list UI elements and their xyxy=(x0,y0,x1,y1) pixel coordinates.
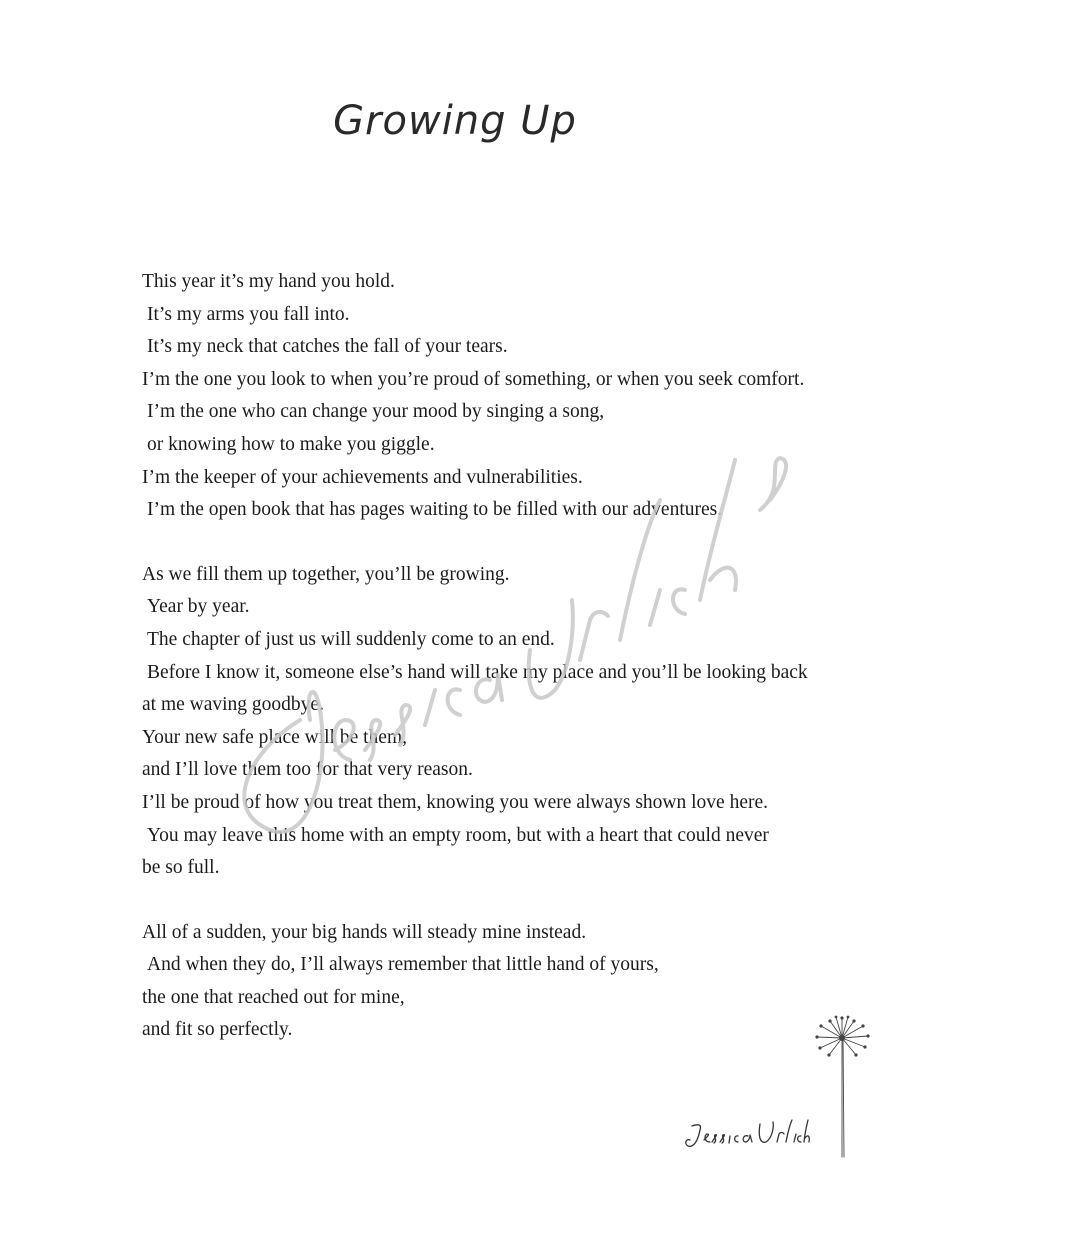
poem-line: at me waving goodbye. xyxy=(142,694,324,716)
stanza-2 xyxy=(142,559,902,885)
stanza-3 xyxy=(142,917,902,1047)
poem-line: The chapter of just us will suddenly come to an end. xyxy=(147,628,555,650)
poem-line: And when they do, I’ll always remember that little hand of yours, xyxy=(147,954,659,976)
poem-line: I’m the open book that has pages waiting to be filled with our adventures. xyxy=(147,499,723,521)
dandelion-icon xyxy=(808,1012,878,1162)
poem-line: I’m the one who can change your mood by singing a song, xyxy=(147,401,605,423)
poem-line: Your new safe place will be them, xyxy=(142,726,407,748)
poem-line: All of a sudden, your big hands will steady mine instead. xyxy=(142,921,587,943)
poem-line: or knowing how to make you giggle. xyxy=(147,433,435,455)
poem-line: I’m the keeper of your achievements and vulnerabilities. xyxy=(142,466,583,488)
page-title: Growing Up xyxy=(333,98,577,144)
poem-body xyxy=(142,266,902,1079)
poem-line: It’s my arms you fall into. xyxy=(147,303,350,325)
poem-line: be so full. xyxy=(142,857,220,879)
poem-line: and fit so perfectly. xyxy=(142,1019,293,1041)
poem-line: I’m the one you look to when you’re proud of something, or when you seek comfort. xyxy=(142,368,805,390)
poem-line: This year it’s my hand you hold. xyxy=(142,271,395,292)
poem-line: Year by year. xyxy=(147,596,250,618)
poem-line: It’s my neck that catches the fall of your tears. xyxy=(147,336,508,358)
poem-line: I’ll be proud of how you treat them, knowing you were always shown love here. xyxy=(142,791,769,813)
author-signature xyxy=(680,1112,810,1156)
poem-line: and I’ll love them too for that very reason. xyxy=(142,759,473,781)
poem-line: Before I know it, someone else’s hand will take my place and you’ll be looking back xyxy=(147,661,808,683)
poem-line: As we fill them up together, you’ll be growing. xyxy=(142,563,510,585)
poem-line: You may leave this home with an empty room, but with a heart that could never xyxy=(147,824,769,846)
stanza-1 xyxy=(142,266,902,527)
poem-line: the one that reached out for mine, xyxy=(142,986,405,1008)
